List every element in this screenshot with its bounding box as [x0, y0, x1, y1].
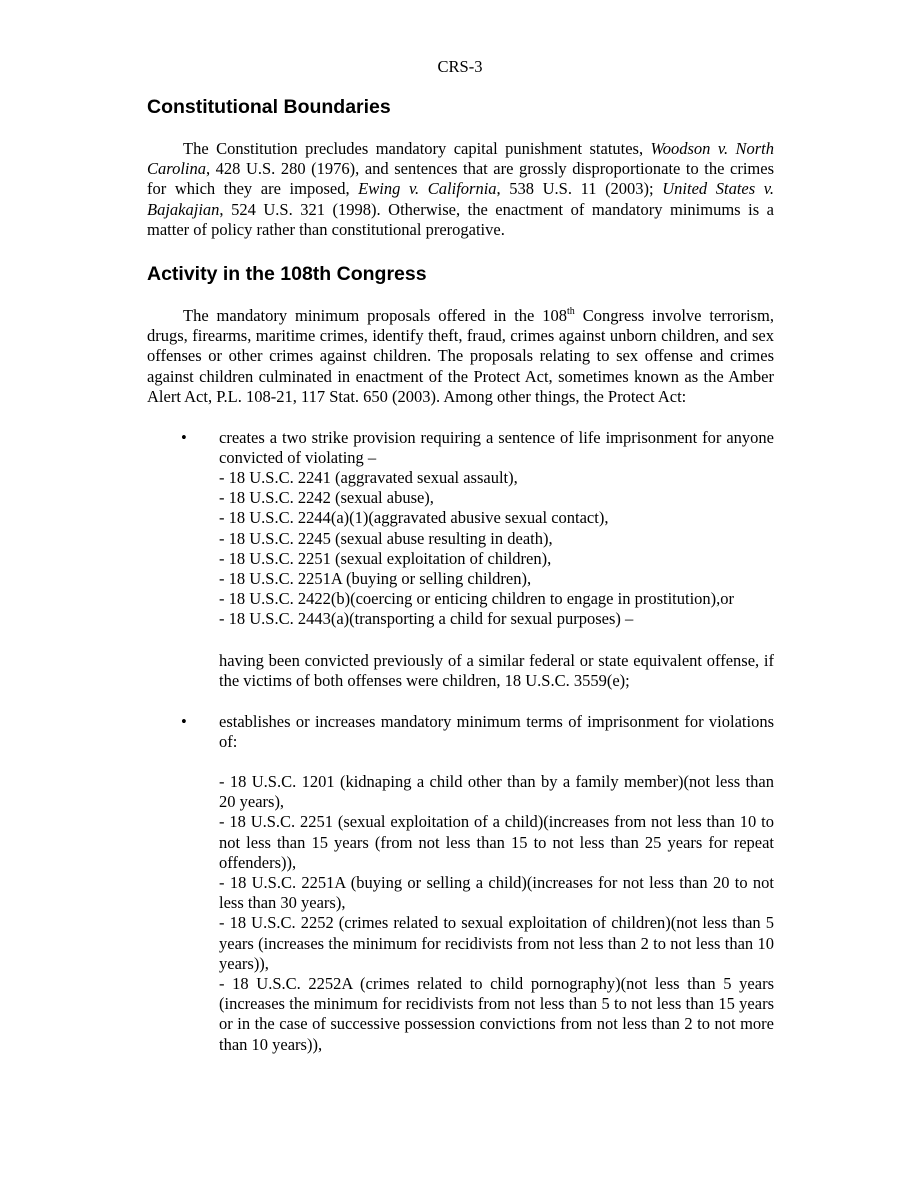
list-item: - 18 U.S.C. 2242 (sexual abuse),: [219, 488, 434, 508]
list-item: - 18 U.S.C. 2422(b)(coercing or enticing children to engage in prostitution),or: [219, 589, 735, 609]
superscript-ordinal: th: [567, 305, 575, 317]
list-item: - 18 U.S.C. 2245 (sexual abuse resulting in death),: [219, 528, 553, 548]
list-item: - 18 U.S.C. 2251 (sexual exploitation of a child)(increases from not less than 10 to not less than 15 years (from not less than 15 to not less than 25 years for repeat offenders)),: [219, 812, 774, 872]
case-citation-woodson: Woodson v. North Carolina: [147, 139, 774, 179]
bullet1-closing: having been convicted previously of a similar federal or state equivalent offense, if the victims of both offenses were children, 18 U.S.C. 3559(e);: [219, 651, 774, 691]
list-item: - 18 U.S.C. 2252A (crimes related to child pornography)(not less than 5 years (increases the minimum for recidivists from not less than 5 to not less than 15 years or in the case of successive possession convictions from not less than 2 to not more than 10 years)),: [219, 974, 774, 1054]
list-item: - 18 U.S.C. 1201 (kidnaping a child other than by a family member)(not less than 20 years),: [219, 772, 774, 812]
text-run: , 428 U.S. 280 (1976), and sentences that are grossly disproportionate to the crimes for which they are imposed,: [147, 159, 774, 199]
list-item: - 18 U.S.C. 2252 (crimes related to sexual exploitation of children)(not less than 5 years (increases the minimum for recidivists from not less than 2 to not less than 10 years)),: [219, 913, 774, 973]
section-heading-constitutional-boundaries: Constitutional Boundaries: [147, 96, 391, 118]
bullet1-intro: creates a two strike provision requiring a sentence of life imprisonment for anyone convicted of violating –: [219, 428, 774, 468]
list-item: - 18 U.S.C. 2251A (buying or selling children),: [219, 569, 532, 589]
text-run: , 538 U.S. 11 (2003);: [496, 179, 663, 199]
bullet-marker: •: [181, 712, 187, 731]
page-number: CRS-3: [437, 57, 483, 76]
list-item: - 18 U.S.C. 2251A (buying or selling a child)(increases for not less than 20 to not less than 30 years),: [219, 873, 774, 913]
list-item: - 18 U.S.C. 2443(a)(transporting a child for sexual purposes) –: [219, 609, 634, 629]
bullet2-intro: establishes or increases mandatory minimum terms of imprisonment for violations of:: [219, 712, 774, 752]
bullet-marker: •: [181, 428, 187, 447]
list-item: - 18 U.S.C. 2251 (sexual exploitation of children),: [219, 548, 552, 568]
list-item: - 18 U.S.C. 2244(a)(1)(aggravated abusive sexual contact),: [219, 508, 609, 528]
paragraph-108th-congress: [147, 306, 774, 407]
text-run: , 524 U.S. 321 (1998). Otherwise, the enactment of mandatory minimums is a matter of policy rather than constitutional prerogative.: [147, 199, 774, 239]
case-citation-bajakajian: United States v. Bajakajian: [147, 179, 775, 219]
case-citation-ewing: Ewing v. California: [358, 179, 497, 199]
text-run: Congress involve terrorism, drugs, firearms, maritime crimes, identify theft, fraud, crimes against unborn children, and sex offenses or other crimes against children. The proposals relating to sex offense and crimes against children culminated in enactment of the Protect Act, sometimes known as the Amber Alert Act, P.L. 108-21, 117 Stat. 650 (2003). Among other things, the Protect Act:: [147, 306, 775, 406]
section-heading-108th-congress: Activity in the 108th Congress: [147, 263, 427, 285]
bullet2-statute-list: [219, 772, 774, 1055]
text-run: The Constitution precludes mandatory capital punishment statutes,: [183, 139, 651, 158]
bullet1-statute-list: [219, 468, 774, 630]
text-run: The mandatory minimum proposals offered in the 108: [183, 306, 568, 325]
paragraph-constitutional-boundaries: [147, 139, 774, 240]
list-item: - 18 U.S.C. 2241 (aggravated sexual assault),: [219, 468, 518, 487]
